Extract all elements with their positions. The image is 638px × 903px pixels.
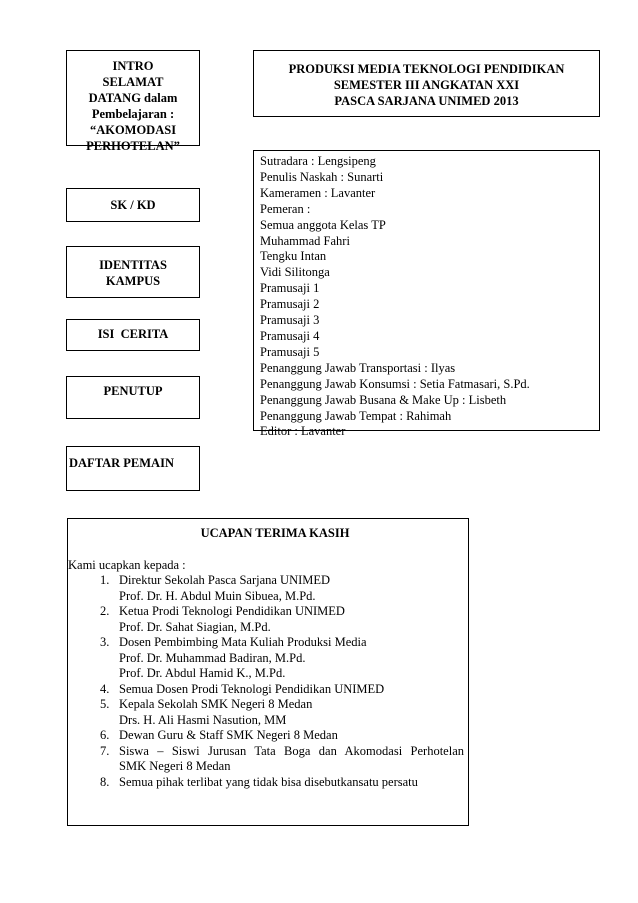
item-line: Prof. Dr. H. Abdul Muin Sibuea, M.Pd. <box>119 588 316 603</box>
credit-line: Pramusaji 4 <box>260 328 320 343</box>
item-line: Dosen Pembimbing Mata Kuliah Produksi Media <box>119 635 367 649</box>
item-line: Prof. Dr. Abdul Hamid K., M.Pd. <box>119 666 286 680</box>
thanks-title: UCAPAN TERIMA KASIH <box>200 526 350 540</box>
list-item <box>68 682 464 698</box>
list-item <box>68 697 464 728</box>
item-number: 6. <box>100 728 110 742</box>
item-line: SMK Negeri 8 Medan <box>119 759 231 773</box>
item-line: Dewan Guru & Staff SMK Negeri 8 Medan <box>119 728 338 742</box>
isi-cerita-label: ISI CERITA <box>97 327 169 341</box>
daftar-pemain-label: DAFTAR PEMAIN <box>69 456 174 470</box>
sk-kd-button[interactable] <box>66 188 200 222</box>
thanks-panel <box>67 518 469 826</box>
production-line: PASCA SARJANA UNIMED 2013 <box>334 94 519 108</box>
list-item <box>68 728 464 744</box>
item-line: Semua pihak terlibat yang tidak bisa disebutkansatu persatu <box>119 774 418 789</box>
item-line: Siswa – Siswi Jurusan Tata Boga dan Akomodasi Perhotelan <box>119 743 464 758</box>
production-header <box>253 50 600 117</box>
credit-line: Pramusaji 3 <box>260 313 320 328</box>
credit-line: Pramusaji 2 <box>260 297 320 312</box>
item-number: 8. <box>100 774 110 789</box>
thanks-list <box>68 573 464 790</box>
credit-line: Penanggung Jawab Konsumsi : Setia Fatmasari, S.Pd. <box>260 376 530 391</box>
item-line: Prof. Dr. Muhammad Badiran, M.Pd. <box>119 650 306 665</box>
item-line: Semua Dosen Prodi Teknologi Pendidikan UNIMED <box>119 681 385 696</box>
item-number: 2. <box>100 604 110 618</box>
credit-line: Penanggung Jawab Busana & Make Up : Lisbeth <box>260 392 507 407</box>
credit-line: Muhammad Fahri <box>260 233 350 248</box>
credit-line: Sutradara : Lengsipeng <box>260 154 376 168</box>
credit-line: Editor : Lavanter <box>260 424 346 439</box>
penutup-button[interactable] <box>66 376 200 419</box>
credit-line: Pemeran : <box>260 201 311 216</box>
penutup-label: PENUTUP <box>103 384 163 398</box>
item-number: 3. <box>100 635 110 649</box>
item-number: 4. <box>100 681 110 696</box>
isi-cerita-button[interactable] <box>66 319 200 351</box>
sk-kd-label: SK / KD <box>110 198 156 212</box>
credit-line: Semua anggota Kelas TP <box>260 217 386 232</box>
credit-line: Pramusaji 1 <box>260 281 320 296</box>
list-item <box>68 744 464 775</box>
identitas-kampus-label: IDENTITAS KAMPUS <box>99 258 167 288</box>
item-line: Drs. H. Ali Hasmi Nasution, MM <box>119 712 287 727</box>
credit-line: Pramusaji 5 <box>260 344 320 359</box>
credit-line: Kameramen : Lavanter <box>260 185 376 200</box>
credit-line: Tengku Intan <box>260 249 327 264</box>
item-line: Ketua Prodi Teknologi Pendidikan UNIMED <box>119 604 345 618</box>
item-number: 1. <box>100 573 110 587</box>
thanks-intro: Kami ucapkan kepada : <box>68 557 186 572</box>
intro-label: INTRO SELAMAT DATANG dalam Pembelajaran : “AKOMODASI PERHOTELAN” <box>86 59 180 153</box>
intro-button[interactable] <box>66 50 200 153</box>
item-line: Kepala Sekolah SMK Negeri 8 Medan <box>119 697 313 711</box>
item-line: Prof. Dr. Sahat Siagian, M.Pd. <box>119 619 271 634</box>
list-item <box>68 635 464 682</box>
item-number: 7. <box>100 743 110 758</box>
identitas-kampus-button[interactable] <box>66 246 200 298</box>
list-item <box>68 775 464 791</box>
production-line: SEMESTER III ANGKATAN XXI <box>333 78 520 92</box>
credit-line: Penulis Naskah : Sunarti <box>260 169 384 184</box>
item-line: Direktur Sekolah Pasca Sarjana UNIMED <box>119 573 331 587</box>
daftar-pemain-button[interactable] <box>66 446 200 491</box>
list-item <box>68 573 464 604</box>
credit-line: Penanggung Jawab Tempat : Rahimah <box>260 408 452 423</box>
credits-panel <box>253 150 600 439</box>
item-number: 5. <box>100 697 110 711</box>
credit-line: Vidi Silitonga <box>260 265 330 280</box>
credit-line: Penanggung Jawab Transportasi : Ilyas <box>260 360 456 375</box>
production-line: PRODUKSI MEDIA TEKNOLOGI PENDIDIKAN <box>288 62 565 76</box>
list-item <box>68 604 464 635</box>
